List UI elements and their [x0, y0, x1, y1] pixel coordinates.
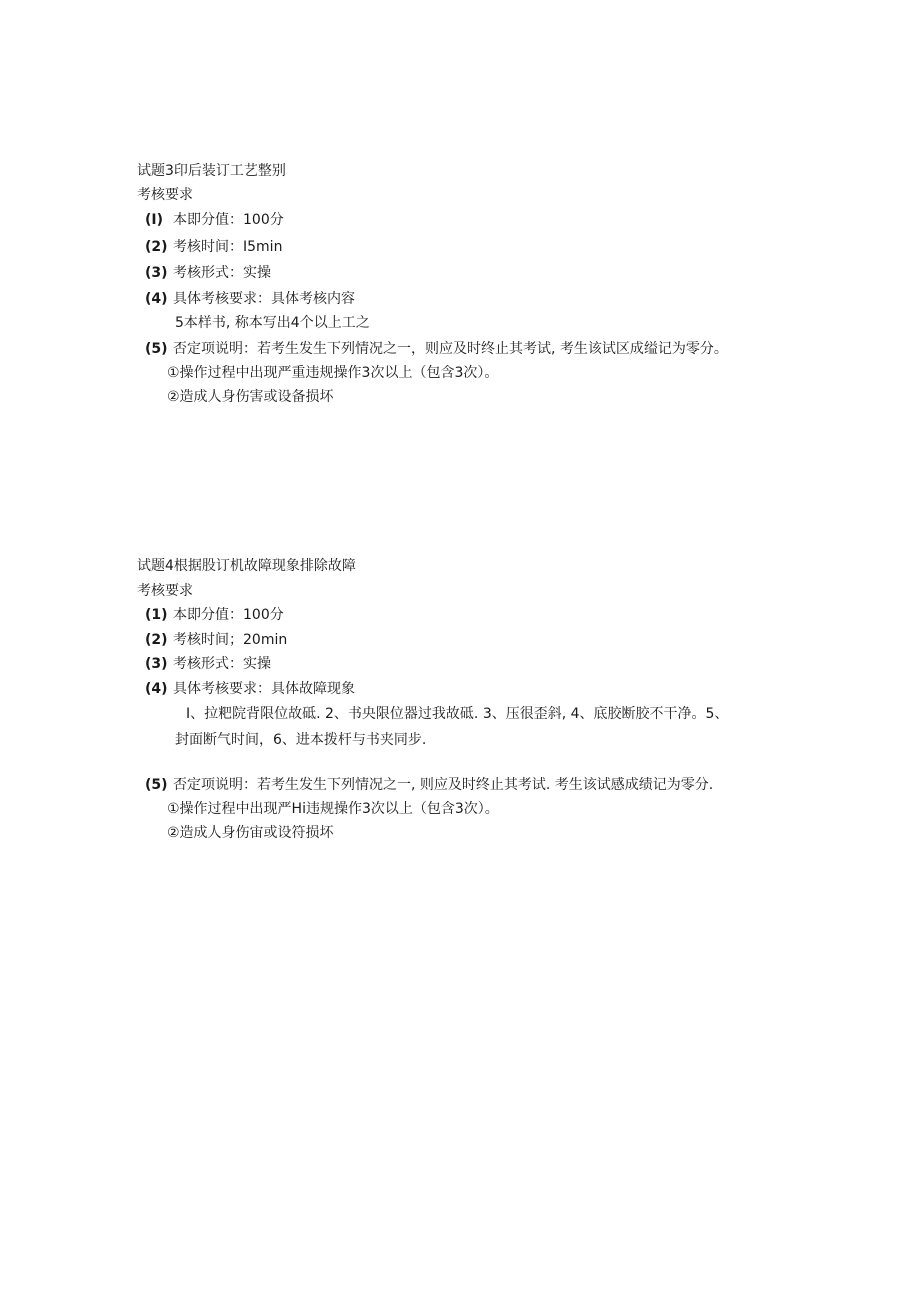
- section4-item-2: [145, 631, 287, 649]
- section3-negative-1: ①操作过程中出现严重违规操作3次以上（包含3次）。: [167, 365, 499, 381]
- section3-requirements-heading: 考核要求: [137, 187, 193, 203]
- item-number: (5): [145, 341, 168, 357]
- section4-item-5: [145, 776, 713, 794]
- item-text: 具体考核要求：具体考核内容: [173, 291, 355, 307]
- section3-item-3: [145, 264, 271, 282]
- item-text: 否定项说明：若考生发生下列情况之一，则应及时终止其考试, 考生该试区成缢记为零分。: [173, 341, 728, 357]
- item-number: (4): [145, 681, 168, 697]
- section3-negative-2: ②造成人身伤害或设备损坏: [167, 389, 334, 405]
- item-text: 考核时间；20min: [173, 632, 288, 648]
- section4-faults-line-1: I、拉粑院背限位故砥. 2、书央限位器过我故砥. 3、压很歪斜, 4、底胶断胶不干净。5、: [186, 706, 729, 722]
- section4-requirements-heading: 考核要求: [137, 583, 193, 599]
- section3-item-4: [145, 290, 355, 308]
- section4-negative-2: ②造成人身伤宙或设符损坏: [167, 825, 334, 841]
- section4-item-4: [145, 680, 355, 698]
- item-number: (5): [145, 777, 168, 793]
- section4-negative-1: ①操作过程中出现严Hi违规操作3次以上（包含3次）。: [167, 801, 499, 817]
- item-number: (3): [145, 265, 168, 281]
- item-number: (I): [145, 212, 164, 228]
- section4-title: 试题4根据股订机故障现象排除故障: [137, 558, 356, 574]
- item-text: 考核形式：实操: [173, 265, 271, 281]
- item-number: (2): [145, 632, 168, 648]
- item-text: 本即分值：100分: [173, 212, 284, 228]
- item-text: 否定项说明：若考生发生下列情况之一, 则应及时终止其考试. 考生该试感成绩记为零分.: [173, 777, 714, 793]
- section4-item-3: [145, 655, 271, 673]
- item-text: 具体考核要求：具体故障现象: [173, 681, 355, 697]
- section4-faults-line-2: 封面断气时间，6、进本拨杆与书夹同步.: [175, 732, 427, 748]
- item-number: (4): [145, 291, 168, 307]
- item-text: 本即分值：100分: [173, 607, 284, 623]
- item-number: (2): [145, 239, 168, 255]
- item-text: 考核时间：I5min: [173, 239, 283, 255]
- section3-item4-detail: 5本样书, 称本写出4个以上工之: [175, 315, 370, 331]
- item-number: (3): [145, 656, 168, 672]
- item-text: 考核形式：实操: [173, 656, 271, 672]
- item-number: (1): [145, 607, 168, 623]
- section3-title: 试题3印后装订工艺整别: [137, 163, 286, 179]
- section3-item-2: [145, 238, 282, 256]
- section3-item-5: [145, 340, 728, 358]
- section4-item-1: [145, 606, 284, 624]
- section3-item-1: [145, 211, 284, 229]
